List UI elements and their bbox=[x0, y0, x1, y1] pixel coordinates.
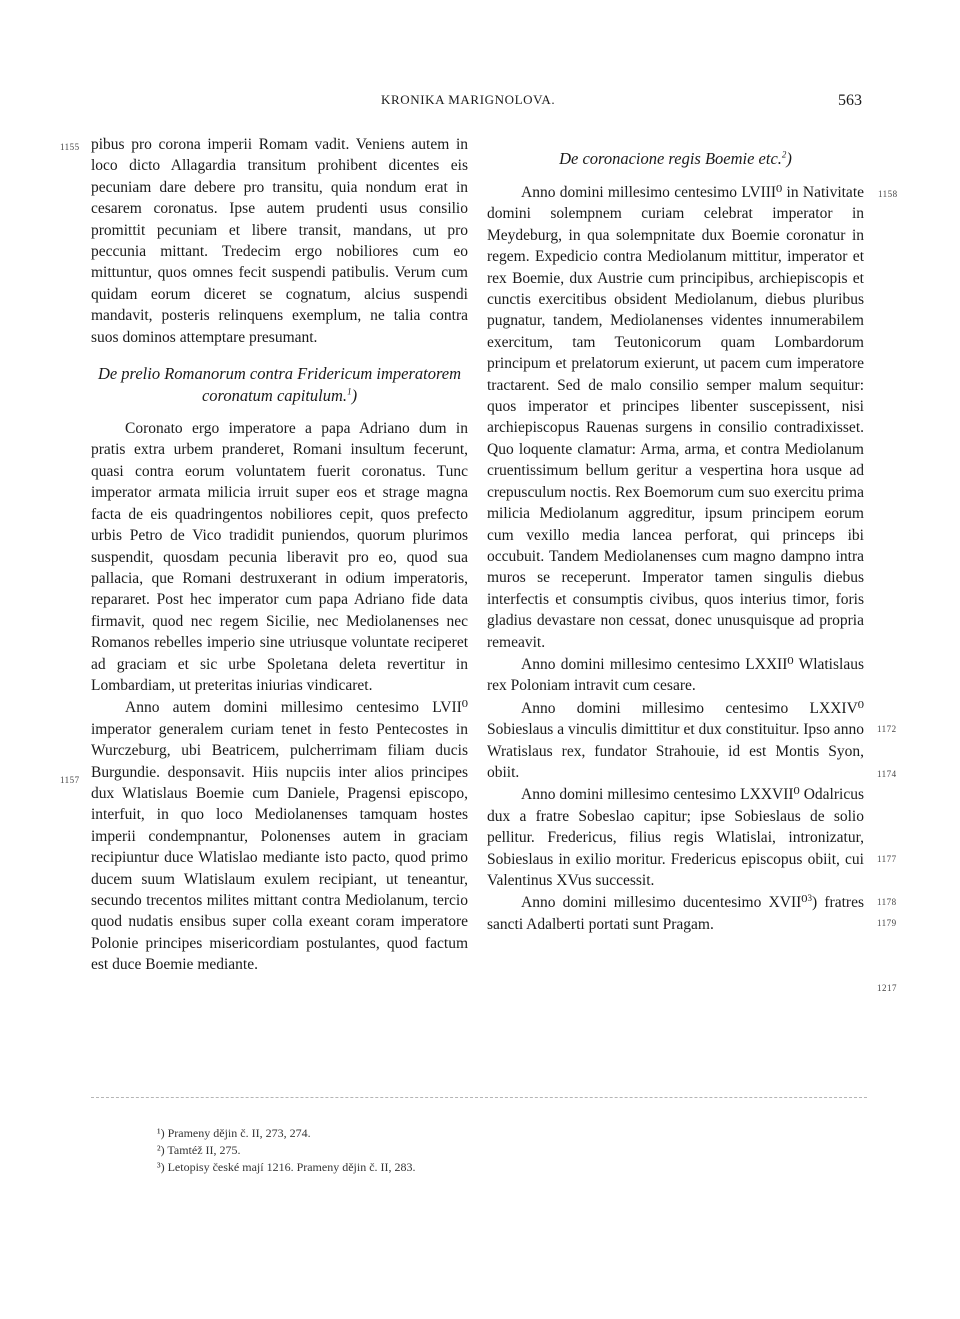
right-paragraph-1: Anno domini millesimo centesimo LVIII⁰ in Nativitate domini solempnem curiam celebrat imperator in Meydeburg, in qua solempnitate dux Boemie coronatur in regem. Expedicio contra Mediolanum mittitur, imperator et rex Boemie, dux Austrie cum principibus, archiepiscopis et cunctis exercitibus obsident Mediolanum, diebus pluribus pugnatur, tandem, Mediolanenses videntes innumerabilem exercitum, tam Teutonicorum quam Lombardorum principum et prelatorum exierunt, ut pacem cum imperatore tractarent. Sed de malo consilio semper malum sequitur: quos imperator et principes libenter suscepissent, nisi archiepiscopus Rauenas surgens in consilio contradixisset. Quo loquente clamatur: Arma, arma, et contra Mediolanum cruentissimum bellum geritur a vespertina hora usque ad crepusculum noctis. Rex Boemorum cum suo exercitu prima milicia Mediolanum aggreditur, ipsum principem eorum cum vexillo media lancea perforat, qui princeps ibi occubuit. Tandem Mediolanenses cum magno dampno intra muros se receperunt. Imperator tamen singulis diebus interfectis et consumptis civibus, quos interius timor, foris gladius devastare non cessat, donec unusquisque ad propria remeavit. bbox=[487, 184, 864, 651]
right-paragraph-5-end: ) fratres sancti Adalberti portati sunt Pragam. bbox=[487, 894, 864, 933]
right-column bbox=[487, 148, 864, 935]
right-paragraph-5-start: Anno domini millesimo ducentesimo XVII⁰ bbox=[521, 894, 808, 912]
right-paragraph-2: Anno domini millesimo centesimo LXXII⁰ Wlatislaus rex Poloniam intravit cum cesare. bbox=[487, 655, 864, 695]
section-heading-prelio: De prelio Romanorum contra Fridericum imperatorem coronatum capitulum.$^1$) bbox=[97, 364, 462, 406]
margin-year-1174: 1174 bbox=[877, 769, 897, 779]
margin-year-1155: 1155 bbox=[60, 142, 80, 152]
margin-year-1179: 1179 bbox=[877, 918, 897, 928]
right-paragraph-5 bbox=[487, 892, 864, 935]
left-paragraph-2: Coronato ergo imperatore a papa Adriano dum in pratis extra urbem pranderet, Romani insultum fecerunt, quasi contra eorum voluntatem fuerit coronatus. Tunc imperator armata milicia irruit super eos et strage magna facta de eis quadringentos nobiliores cepit, quos prefecto urbis Petro de Vico tradidit puniendos, quorum plurimos suspendit, quosdam pecunia liberavit pro eo, quod sua pallacia, que Romani destruxerant in odium imperatoris, repararet. Post hec imperator cum papa Adriano fide data firmavit, quod nec regem Sicilie, nec Mediolanenses nec Romanos rebelles imperio sine utriusque voluntate reciperet ad graciam et sic urbe Spoletana deleta revertitur in Lombardiam, ut preteritas iniurias vindicaret. bbox=[91, 420, 468, 694]
margin-year-1177: 1177 bbox=[877, 854, 897, 864]
page-header bbox=[0, 92, 960, 116]
margin-year-1158: 1158 bbox=[878, 189, 898, 199]
running-title: KRONIKA MARIGNOLOVA. bbox=[381, 92, 556, 107]
margin-year-1217: 1217 bbox=[877, 983, 897, 993]
section-heading-coronacione-text: De coronacione regis Boemie etc. bbox=[559, 149, 782, 168]
page-number: 563 bbox=[838, 92, 862, 109]
left-column bbox=[91, 134, 468, 976]
right-paragraph-3: Anno domini millesimo centesimo LXXIV⁰ Sobieslaus a vinculis dimittitur et dux constituitur. Ipso anno Wratislaus rex, fundator Strahouie, id est Montis Syon, obiit. bbox=[487, 699, 864, 781]
left-paragraph-1: pibus pro corona imperii Romam vadit. Veniens autem in loco dicto Allagardia transitum prohibent dicentes eis pecuniam dare debere pro transitu, quia nondum erat in cesarem coronatus. Ipse autem prudenti usus consilio promittit pecuniam et libere transit, mandans, ut pro peccunia mittant. Tredecim ergo nobiliores cum eo mittuntur, quos omnes fecit suspendi patibulis. Verum cum quidam eorum diceret se cognatum, alcius suspendi mandavit, posteris relinquens exemplum, ne talia contra suos dominos attemptare presumant. bbox=[91, 136, 468, 346]
footnote-2: ²) Tamtéž II, 275. bbox=[157, 1143, 241, 1157]
section-heading-coronacione: De coronacione regis Boemie etc.$^2$) bbox=[559, 149, 792, 168]
footnote-marker-1: 1 bbox=[347, 386, 352, 397]
left-paragraph-3: Anno autem domini millesimo centesimo LVII⁰ imperator generalem curiam tenet in festo Pentecostes in Wurczeburg, ubi Beatricem, pulcherrimam filiam ducis Burgundie. desponsavit. Hiis nupciis inter alios principes dux Wlatislaus Boemie cum Daniele, Pragensi episcopo, interfuit, in quo loco Mediolanenses tamquam hostes imperii condempnantur, Polonenses autem in graciam recipiuntur duce Wlatislao mediante isto pacto, quod primo ducem suum Wlatislaum exulem recipiant, ut teneantur, secundo trecentos milites mittant contra Mediolanum, tercio quod nudatis ensibus super colla exeant coram imperatore Polonie principes misericordiam postulantes, quod factum est duce Boemie mediante. bbox=[91, 699, 468, 974]
footnotes bbox=[157, 1125, 416, 1176]
footnote-3: ³) Letopisy české mají 1216. Prameny dějin č. II, 283. bbox=[157, 1160, 416, 1174]
footnote-marker-2: 2 bbox=[781, 149, 787, 160]
section-heading-prelio-text: De prelio Romanorum contra Fridericum imperatorem coronatum capitulum. bbox=[97, 364, 462, 406]
margin-year-1157: 1157 bbox=[60, 775, 80, 785]
right-paragraph-4: Anno domini millesimo centesimo LXXVII⁰ Odalricus dux a fratre Sobeslao capitur; ipse Sobieslaus de solio pellitur. Fredericus, filius regis Wlatislai, intronizatur, Sobieslaus in exilio moritur. Fredericus episcopus obiit, cui Valentinus XVus successit. bbox=[487, 786, 864, 889]
footnote-1: ¹) Prameny dějin č. II, 273, 274. bbox=[157, 1126, 311, 1140]
footnote-divider bbox=[91, 1097, 867, 1098]
margin-year-1172: 1172 bbox=[877, 724, 897, 734]
footnote-marker-3: 3 bbox=[807, 893, 813, 904]
margin-year-1178: 1178 bbox=[877, 897, 897, 907]
